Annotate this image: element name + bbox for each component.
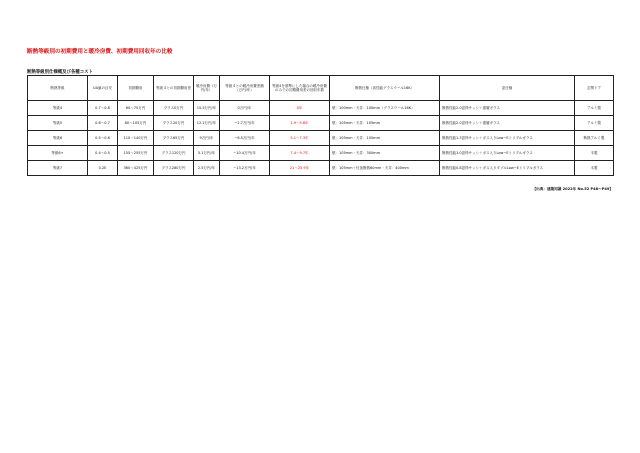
cell-hvac-diff: 0万円/年 — [220, 101, 270, 116]
cell-grade: 等級5 — [28, 116, 88, 131]
cell-window: 断熱性能1.3窓枠サッシ＋ガス入りLow−Eトリプルガラス — [440, 131, 575, 146]
cell-grade: 等級4 — [28, 101, 88, 116]
cell-insulation: 壁：100mm・天井：100mm（グラスウール16K） — [330, 101, 440, 116]
cell-hvac-cost: 12.2万円/年 — [194, 116, 220, 131]
document-title: 断熱等級別の初期費用と暖冷房費、初期費用回収年の比較 — [27, 49, 173, 55]
cell-initial-cost: 155〜255万円 — [118, 146, 154, 161]
cell-window: 断熱性能2.0窓枠サッシ＋複層ガラス — [440, 116, 575, 131]
cell-diff-vs-grade4: プラス65万円 — [154, 131, 194, 146]
cell-initial-cost: 110〜140万円 — [118, 131, 154, 146]
cell-door: 木製 — [575, 161, 614, 176]
table-row — [28, 131, 614, 146]
cell-window: 断熱性能2.0窓枠サッシ＋複層ガラス — [440, 101, 575, 116]
cell-initial-cost: 80〜105万円 — [118, 116, 154, 131]
cell-diff-vs-grade4: プラス280万円 — [154, 161, 194, 176]
table-row — [28, 146, 614, 161]
cell-window: 断熱性能1.0窓枠サッシ＋ガス入りLow−Eトリプルガラス — [440, 146, 575, 161]
cell-insulation: 壁：105mm・天井：105mm — [330, 116, 440, 131]
cell-hvac-diff: −10.4万円/年 — [220, 146, 270, 161]
header-payback: 等級4を基準にした場合の暖冷房費のみでの初期費用差の回収年数 — [270, 76, 330, 101]
cell-diff-vs-grade4: プラス120万円 — [154, 146, 194, 161]
cell-insulation: 壁：105mm・天井：300mm — [330, 146, 440, 161]
cell-hvac-diff: −6.5万円/年 — [220, 131, 270, 146]
cell-initial-cost: 60〜75万円 — [118, 101, 154, 116]
cell-door: アルミ製 — [575, 116, 614, 131]
cell-door: 断熱アルミ製 — [575, 131, 614, 146]
cell-hvac-cost: 9万円/年 — [194, 131, 220, 146]
cell-grade: 等級7 — [28, 161, 88, 176]
cell-ua: 0.5〜0.6 — [88, 131, 118, 146]
header-diff-vs-grade4: 等級４との初期費用差 — [154, 76, 194, 101]
cell-diff-vs-grade4: プラス0万円 — [154, 101, 194, 116]
header-hvac-cost: 暖冷房費（万円/年） — [194, 76, 220, 101]
cell-insulation: 壁：105mm・天井：105mm — [330, 131, 440, 146]
table-row — [28, 101, 614, 116]
cell-payback: 21〜25.9年 — [270, 161, 330, 176]
source-citation: 【出典：建築知識 2022年 No.52 P48〜P49】 — [532, 187, 613, 191]
cell-hvac-cost: 5.1万円/年 — [194, 146, 220, 161]
cell-ua: 0.4〜0.5 — [88, 146, 118, 161]
table-row — [28, 161, 614, 176]
cell-hvac-cost: 15.5万円/年 — [194, 101, 220, 116]
cell-payback: 0年 — [270, 101, 330, 116]
cell-diff-vs-grade4: プラス20万円 — [154, 116, 194, 131]
cell-grade: 等級6 — [28, 131, 88, 146]
cell-initial-cost: 360〜425万円 — [118, 161, 154, 176]
header-door: 玄関ドア — [575, 76, 614, 101]
cell-ua: 0.6〜0.7 — [88, 116, 118, 131]
cell-ua: 0.7〜0.8 — [88, 101, 118, 116]
cell-grade: 等級6+ — [28, 146, 88, 161]
cell-payback: 1.9〜5.6年 — [270, 116, 330, 131]
cell-hvac-diff: −2.7万円/年 — [220, 116, 270, 131]
cell-hvac-cost: 2.5万円/年 — [194, 161, 220, 176]
cell-door: 木製 — [575, 146, 614, 161]
cell-insulation: 壁：105mm＋付加断熱60mm・天井：400mm — [330, 161, 440, 176]
table-header-row — [28, 76, 614, 101]
header-initial-cost: 初期費用 — [118, 76, 154, 101]
cell-payback: 7.4〜9.7年 — [270, 146, 330, 161]
header-hvac-diff: 等級４との暖冷房費差額（万円/年） — [220, 76, 270, 101]
cell-ua: 0.2E — [88, 161, 118, 176]
header-insulation: 断熱仕様（高性能グラスウール16K） — [330, 76, 440, 101]
table-caption: 断熱等級別仕様概及び各種コスト — [27, 70, 93, 75]
header-ua: UA値の目安 — [88, 76, 118, 101]
cell-door: アルミ製 — [575, 101, 614, 116]
cell-window: 断熱性能0.8窓枠サッシ＋ガス入りダブルLow−Eトリプルガラス — [440, 161, 575, 176]
cell-payback: 5.1〜7.3年 — [270, 131, 330, 146]
table-row — [28, 116, 614, 131]
cell-hvac-diff: −13.2万円/年 — [220, 161, 270, 176]
header-grade: 断熱等級 — [28, 76, 88, 101]
comparison-table — [27, 75, 614, 176]
header-window: 窓仕様 — [440, 76, 575, 101]
